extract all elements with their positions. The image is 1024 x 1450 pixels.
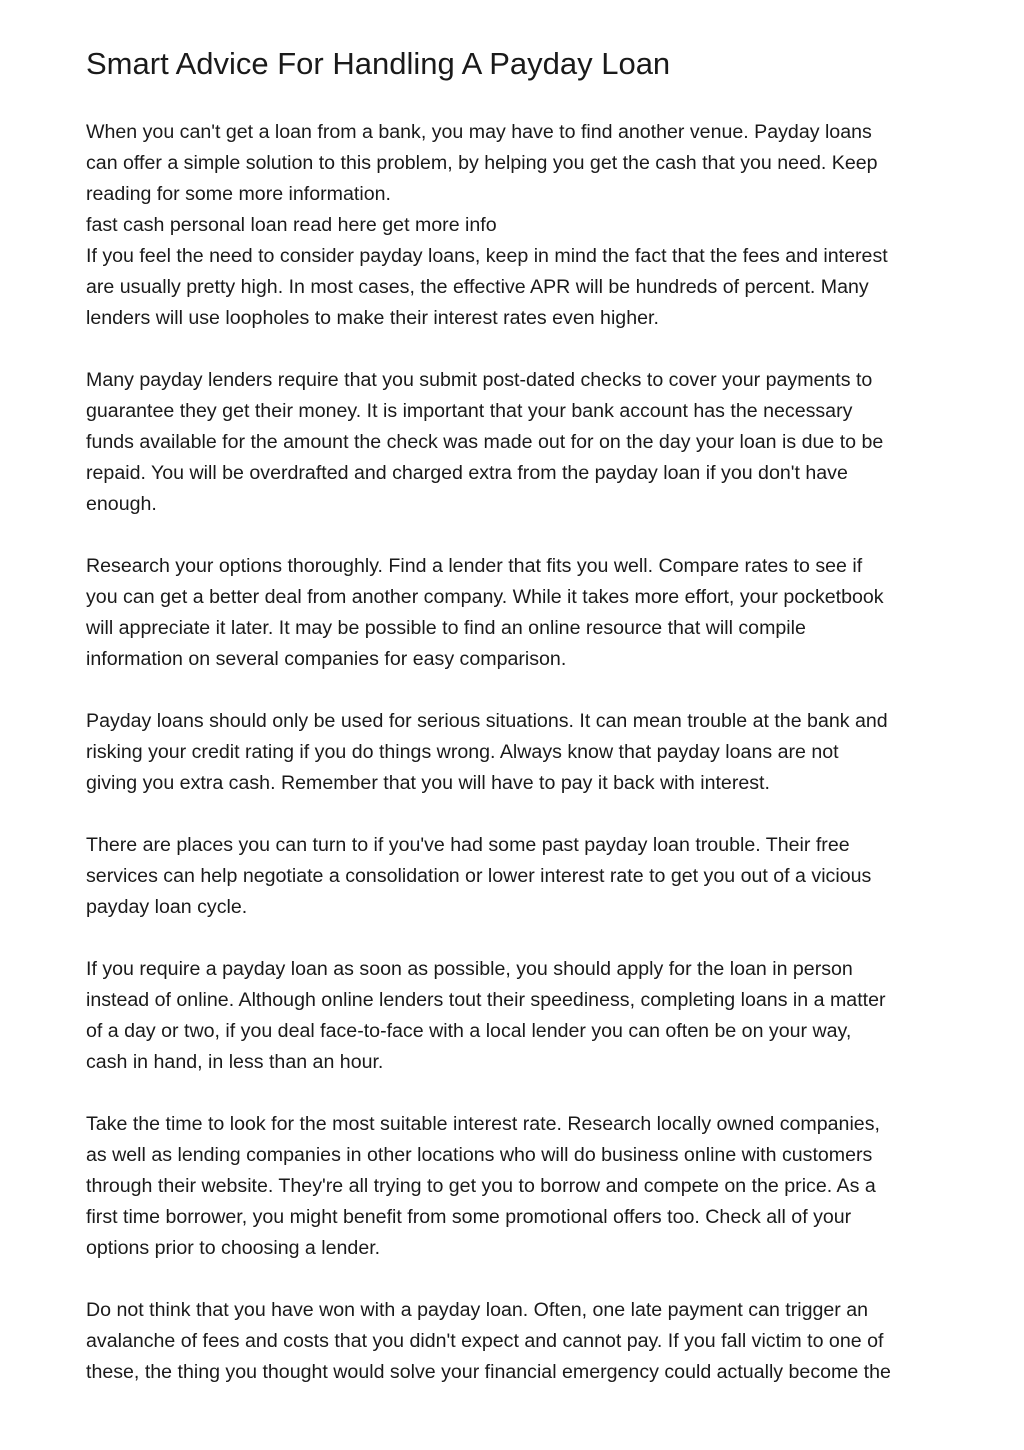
text-line: you can get a better deal from another company. While it takes more effort, your pocketbook [86,586,884,608]
text-line: Take the time to look for the most suitable interest rate. Research locally owned companies, [86,1113,880,1135]
document-page [86,44,946,1388]
text-line: guarantee they get their money. It is important that your bank account has the necessary [86,400,853,422]
text-line: giving you extra cash. Remember that you will have to pay it back with interest. [86,772,770,794]
text-line: If you feel the need to consider payday loans, keep in mind the fact that the fees and interest [86,245,888,267]
paragraph-gap [86,675,946,706]
text-line: avalanche of fees and costs that you didn't expect and cannot pay. If you fall victim to one of [86,1330,884,1352]
text-line: of a day or two, if you deal face-to-face with a local lender you can often be on your way, [86,1020,852,1042]
text-line: fast cash personal loan read here get more info [86,214,497,236]
text-line: can offer a simple solution to this problem, by helping you get the cash that you need. Keep [86,152,878,174]
text-line: enough. [86,493,157,515]
text-line: Do not think that you have won with a payday loan. Often, one late payment can trigger an [86,1299,869,1321]
text-line: If you require a payday loan as soon as possible, you should apply for the loan in person [86,958,853,980]
text-line: through their website. They're all trying to get you to borrow and compete on the price. As a [86,1175,876,1197]
text-line: these, the thing you thought would solve your financial emergency could actually become the [86,1361,891,1383]
text-line: Many payday lenders require that you submit post-dated checks to cover your payments to [86,369,873,391]
text-line: payday loan cycle. [86,896,248,918]
text-line: repaid. You will be overdrafted and charged extra from the payday loan if you don't have [86,462,848,484]
text-line: Research your options thoroughly. Find a lender that fits you well. Compare rates to see if [86,555,863,577]
text-line: instead of online. Although online lenders tout their speediness, completing loans in a matter [86,989,886,1011]
paragraph-gap [86,520,946,551]
text-line: There are places you can turn to if you've had some past payday loan trouble. Their free [86,834,850,856]
paragraph-gap [86,1264,946,1295]
text-line: services can help negotiate a consolidation or lower interest rate to get you out of a vicious [86,865,872,887]
document-title: Smart Advice For Handling A Payday Loan [86,46,671,81]
paragraph-gap [86,923,946,954]
text-line: information on several companies for easy comparison. [86,648,567,670]
text-line: When you can't get a loan from a bank, you may have to find another venue. Payday loans [86,121,872,143]
text-line: lenders will use loopholes to make their interest rates even higher. [86,307,659,329]
text-line: first time borrower, you might benefit from some promotional offers too. Check all of your [86,1206,852,1228]
text-line: cash in hand, in less than an hour. [86,1051,384,1073]
text-line: will appreciate it later. It may be possible to find an online resource that will compile [86,617,806,639]
text-line: as well as lending companies in other locations who will do business online with customers [86,1144,873,1166]
paragraph-gap [86,334,946,365]
text-line: options prior to choosing a lender. [86,1237,381,1259]
text-line: funds available for the amount the check was made out for on the day your loan is due to be [86,431,884,453]
text-line: reading for some more information. [86,183,391,205]
paragraph-gap [86,1078,946,1109]
text-line: are usually pretty high. In most cases, the effective APR will be hundreds of percent. Many [86,276,869,298]
document-body [86,117,946,1388]
text-line: risking your credit rating if you do things wrong. Always know that payday loans are not [86,741,839,763]
paragraph-gap [86,799,946,830]
text-line: Payday loans should only be used for serious situations. It can mean trouble at the bank and [86,710,888,732]
